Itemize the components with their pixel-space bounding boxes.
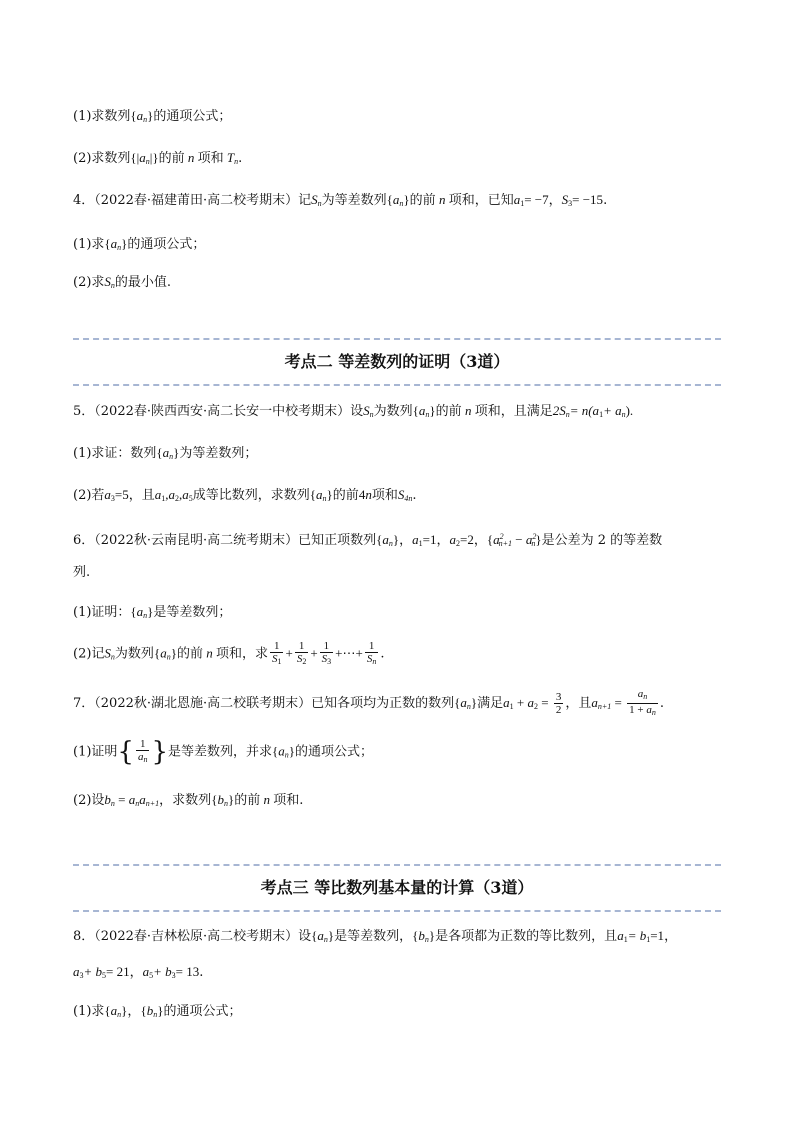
q4-part1: (1)求$\{a_n\}$的通项公式； [73,236,206,252]
q8-part1: (1)求$\{a_n\}$，$\{b_n\}$的通项公式； [73,1003,242,1019]
question-8: 8．（2022春·吉林松原·高二校考期末）设$\{a_n\}$是等差数列，$\{b_n\}$是各项都为正数的等比数列，且$a_1= b_1=1$， [73,928,678,944]
p3-part2: (2)求数列$\{|a_n|\}$的前 n 项和 $T_n$. [73,150,243,166]
q4-part2: (2)求$S_n$的最小值. [73,274,172,290]
q5-part2: (2)若$a_3=5$，且$a_1,a_2,a_5$成等比数列，求数列$\{a_n\}$的前4n项和$S_{4n}$. [73,487,417,503]
q6-part2: (2)记$S_n$为数列$\{a_n\}$的前 n 项和，求 $\frac{1}{S_1}$ + $\frac{1}{S_2}$ + $\frac{1}{S_3}$ +⋯+ $\frac{1}{S_n}$ . [73,640,385,666]
q7-part2: (2)设$b_n = a_na_{n+1}$，求数列$\{b_n\}$的前 n 项和. [73,792,304,808]
section-divider-top [73,338,721,340]
p3-part1: (1)求数列$\{a_n\}$的通项公式； [73,108,232,124]
question-4: 4．（2022春·福建莆田·高二校考期末）记$S_n$为等差数列$\{a_n\}$的前 n 项和，已知$a_1= -7$，$S_3= -15$. [73,192,608,208]
q8-continuation: $a_3+ b_5= 21$，$a_5+ b_3= 13$. [73,964,204,980]
question-7: 7．（2022秋·湖北恩施·高二校联考期末）已知各项均为正数的数列$\{a_n\}$满足$a_1 + a_2$ = $\frac{3}{2}$ ，且$a_{n+1}$ = $\frac{a_n}{1 + a_n}$ . [73,688,664,717]
section-divider-bottom [73,910,721,912]
section-divider-bottom [73,384,721,386]
section-divider-top [73,864,721,866]
section-heading-3: 考点三 等比数列基本量的计算（3道） [260,878,534,897]
q5-part1: (1)求证：数列$\{a_n\}$为等差数列； [73,445,258,461]
question-6: 6．（2022秋·云南昆明·高二统考期末）已知正项数列$\{a_n\}$，$a_1=1$，$a_2=2$，$\{a^2_{n+1} - a^2_n\}$是公差为 2 的等差数 [73,532,663,548]
question-5: 5．（2022春·陕西西安·高二长安一中校考期末）设$S_n$为数列$\{a_n\}$的前 n 项和，且满足$2S_n= n(a_1+ a_n)$. [73,403,634,419]
q6-part1: (1)证明：$\{a_n\}$是等差数列； [73,604,232,620]
q6-continuation: 列. [73,565,91,580]
section-heading-2: 考点二 等差数列的证明（3道） [284,352,510,371]
q7-part1: (1)证明{ $\frac{1}{a_n}$ }是等差数列，并求$\{a_n\}$的通项公式； [73,737,374,767]
